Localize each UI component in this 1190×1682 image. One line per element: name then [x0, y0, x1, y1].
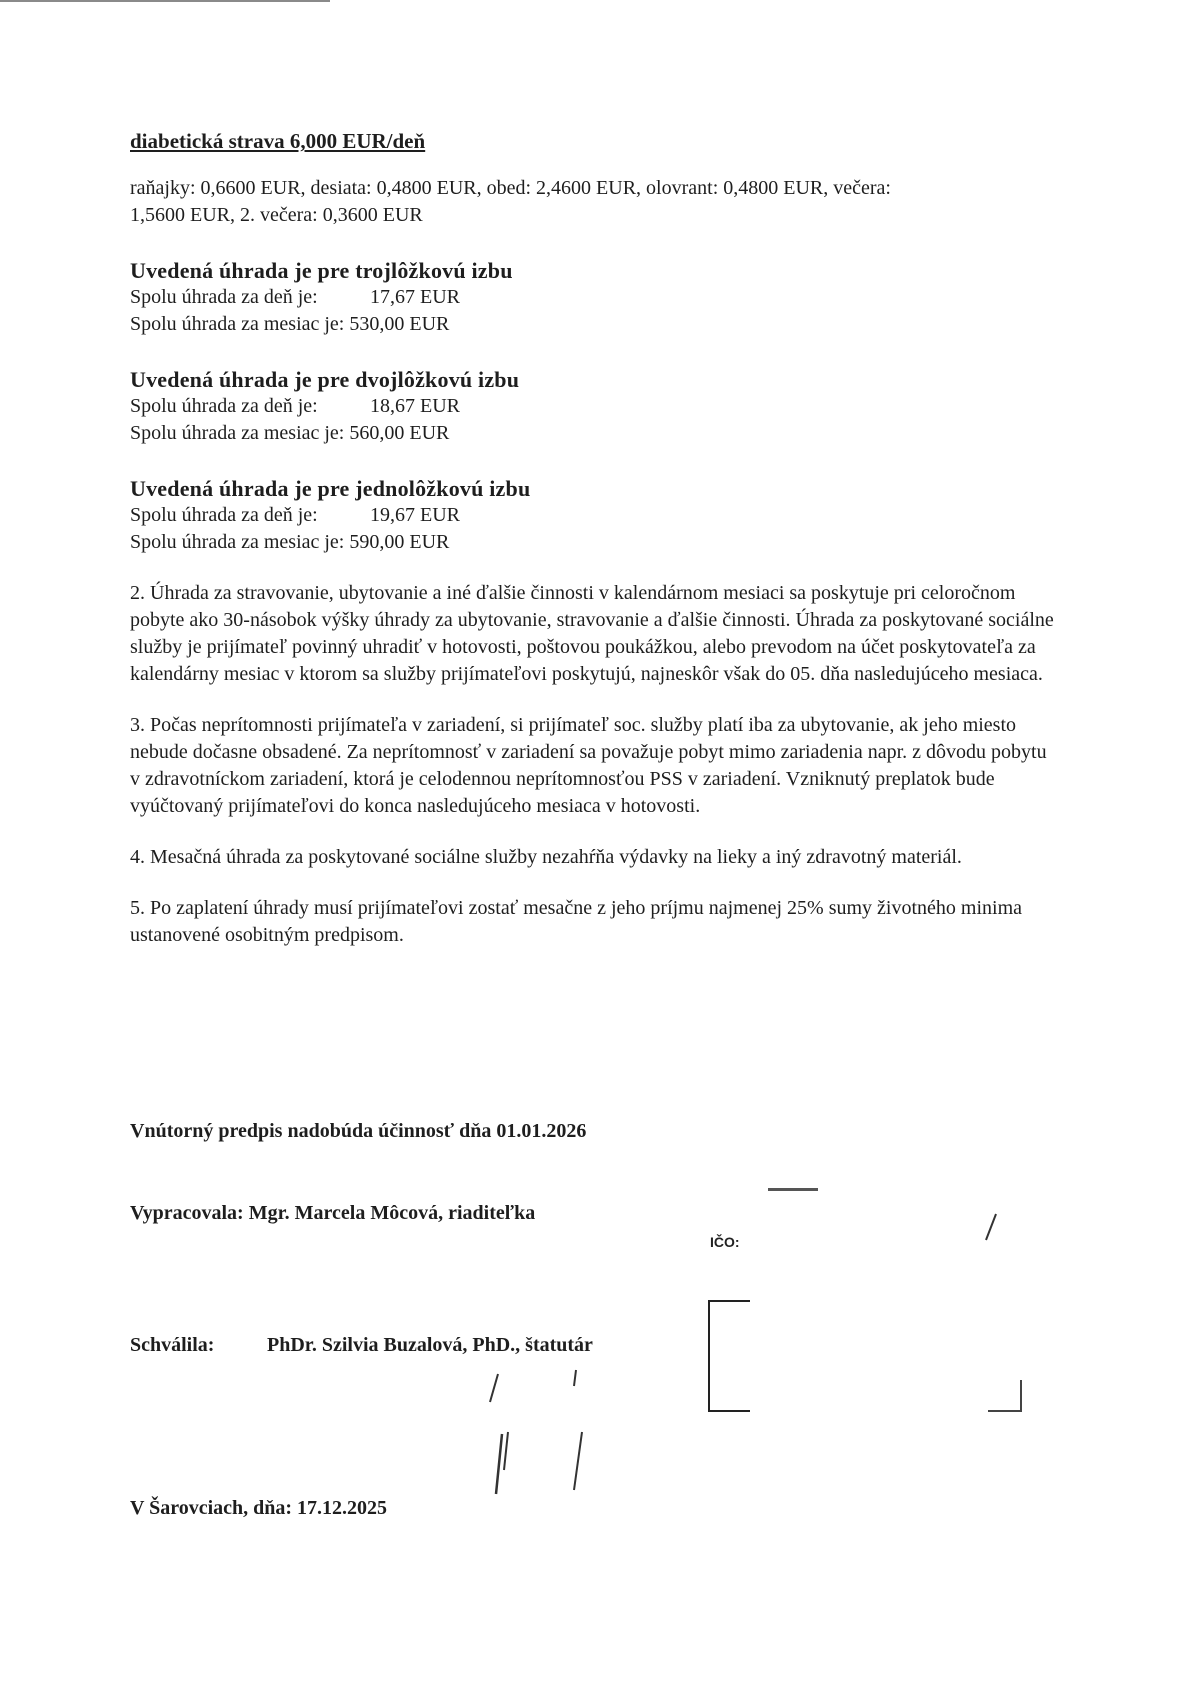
- day-total-value: 18,67 EUR: [370, 395, 460, 417]
- room-title: Uvedená úhrada je pre dvojlôžkovú izbu: [130, 367, 520, 392]
- day-total-row: [130, 284, 1060, 311]
- stamp-text-fragment: [768, 1188, 818, 1191]
- day-total-label: Spolu úhrada za deň je:: [130, 286, 318, 308]
- stamp-frame: [708, 1300, 1038, 1412]
- day-total-row: [130, 393, 1060, 420]
- place-and-date: V Šarovciach, dňa: 17.12.2025: [130, 1497, 388, 1519]
- signature-stroke: [490, 1430, 590, 1500]
- scan-top-edge-line: [0, 0, 330, 2]
- meal-prices-line-2: 1,5600 EUR, 2. večera: 0,3600 EUR: [130, 204, 423, 226]
- day-total-value: 17,67 EUR: [370, 286, 460, 308]
- month-total: Spolu úhrada za mesiac je: 590,00 EUR: [130, 531, 450, 553]
- room-block-double: [130, 366, 1060, 447]
- point-3: 3. Počas neprítomnosti prijímateľa v zariadení, si prijímateľ soc. služby platí iba za ubytovanie, ak jeho miesto nebude dočasne obsadené. Za neprítomnosť v zariadení sa považuje pobyt mimo zariadenia napr. z dôvodu pobytu v zdravotníckom zariadení, ktorá je celodennou neprítomnosťou PSS v zariadení. Vzniknutý preplatok bude vyúčtovaný prijímateľovi do konca nasledujúceho mesiaca v hotovosti.: [130, 714, 1047, 817]
- diet-heading: diabetická strava 6,000 EUR/deň: [130, 129, 426, 153]
- point-2: 2. Úhrada za stravovanie, ubytovanie a iné ďalšie činnosti v kalendárnom mesiaci sa poskytuje pri celoročnom pobyte ako 30-násobok výšky úhrady za ubytovanie, stravovanie a ďalšie činnosti. Úhrada za poskytované sociálne služby je prijímateľ povinný uhradiť v hotovosti, poštovou poukážkou, alebo prevodom na účet poskytovateľa za kalendárny mesiac v ktorom sa služby prijímateľovi poskytujú, najneskôr však do 05. dňa nasledujúceho mesiaca.: [130, 582, 1054, 685]
- month-total: Spolu úhrada za mesiac je: 560,00 EUR: [130, 422, 450, 444]
- month-total: Spolu úhrada za mesiac je: 530,00 EUR: [130, 313, 450, 335]
- signature-stroke: [980, 1212, 1000, 1242]
- document-body: [130, 128, 1060, 949]
- day-total-label: Spolu úhrada za deň je:: [130, 395, 318, 417]
- prepared-by: Vypracovala: Mgr. Marcela Môcová, riaditeľka: [130, 1202, 536, 1224]
- room-title: Uvedená úhrada je pre trojlôžkovú izbu: [130, 258, 513, 283]
- meal-prices-line-1: raňajky: 0,6600 EUR, desiata: 0,4800 EUR, obed: 2,4600 EUR, olovrant: 0,4800 EUR, večera:: [130, 177, 891, 199]
- room-block-single: [130, 475, 1060, 556]
- point-5: 5. Po zaplatení úhrady musí prijímateľovi zostať mesačne z jeho príjmu najmenej 25% sumy životného minima ustanovené osobitným predpisom.: [130, 897, 1023, 946]
- signature-stroke: [480, 1366, 590, 1406]
- approved-by: [130, 1334, 593, 1357]
- room-block-triple: [130, 257, 1060, 338]
- approved-label: Schválila:: [130, 1334, 215, 1356]
- approved-name: PhDr. Szilvia Buzalová, PhD., štatutár: [267, 1334, 593, 1356]
- room-title: Uvedená úhrada je pre jednolôžkovú izbu: [130, 476, 531, 501]
- day-total-row: [130, 502, 1060, 529]
- day-total-label: Spolu úhrada za deň je:: [130, 504, 318, 526]
- day-total-value: 19,67 EUR: [370, 504, 460, 526]
- point-4: 4. Mesačná úhrada za poskytované sociálne služby nezahŕňa výdavky na lieky a iný zdravotný materiál.: [130, 846, 962, 868]
- effective-date: Vnútorný predpis nadobúda účinnosť dňa 01.01.2026: [130, 1120, 587, 1142]
- stamp-ico-label: IČO:: [710, 1234, 740, 1250]
